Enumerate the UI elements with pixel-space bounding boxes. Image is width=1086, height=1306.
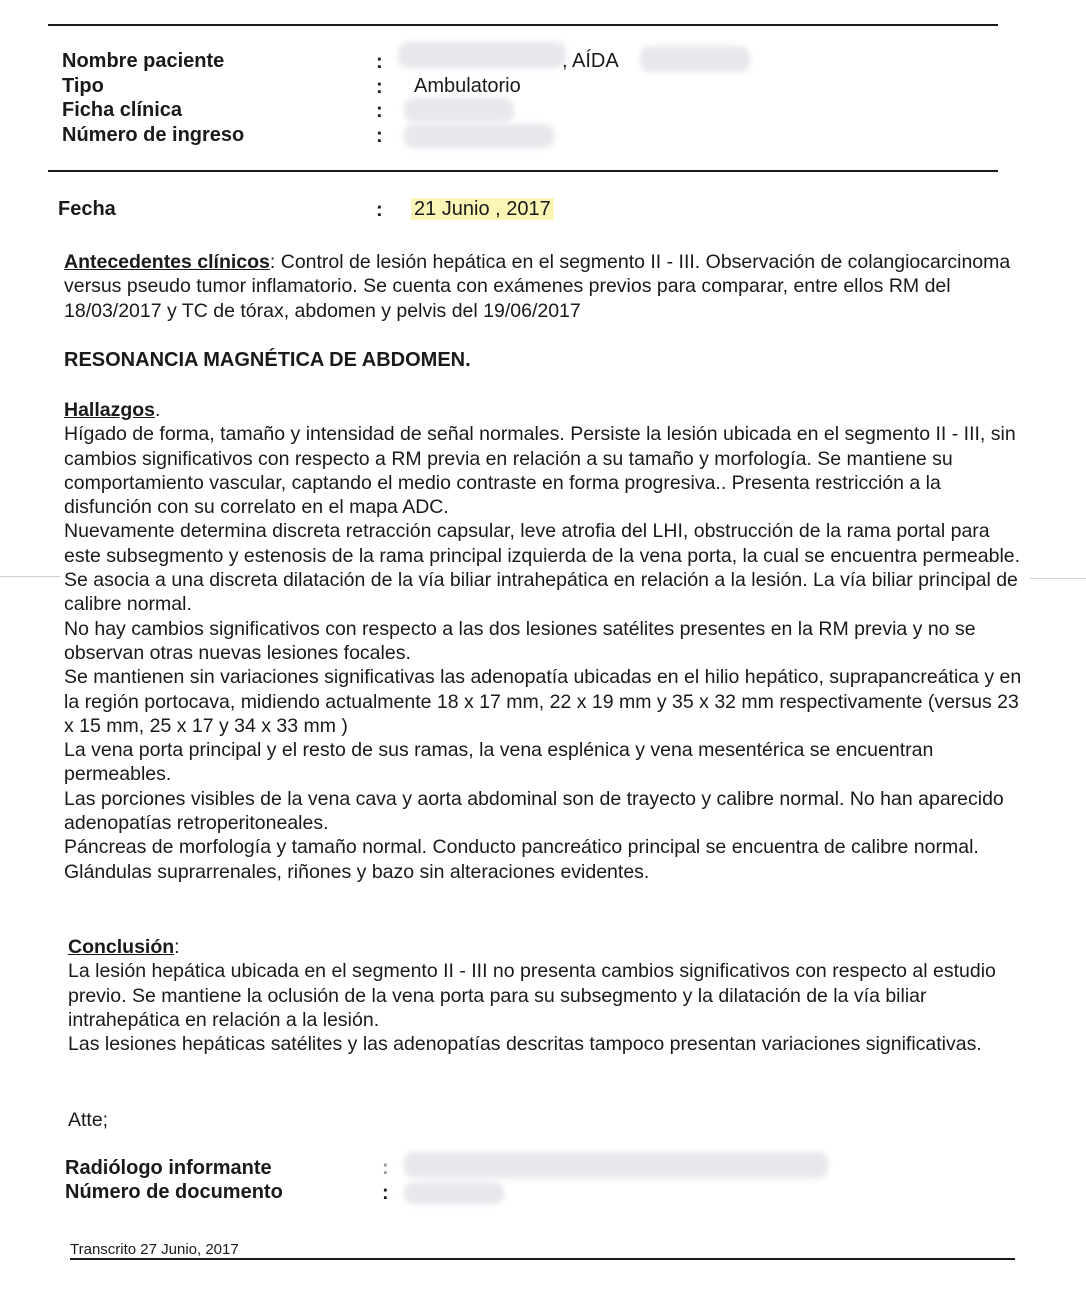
date-label: Fecha [58,198,116,220]
redacted-radiologist-name [404,1152,828,1178]
closing: Atte; [68,1109,109,1131]
document-number-colon: : [382,1182,389,1204]
patient-name-value: , AÍDA [562,50,619,72]
conclusion-label: Conclusión [68,936,175,958]
document-number-label: Número de documento [65,1181,283,1203]
exam-title: RESONANCIA MAGNÉTICA DE ABDOMEN. [64,349,471,371]
findings-paragraph: Páncreas de morfología y tamaño normal. Conducto pancreático principal se encuentra de calibre normal. [64,836,979,859]
clinical-record-label: Ficha clínica [62,99,183,121]
date-highlight: 21 Junio , 2017 [411,198,554,220]
radiologist-colon: : [382,1157,389,1179]
footer-rule [70,1258,1015,1260]
findings-paragraph: La vena porta principal y el resto de sus ramas, la vena esplénica y vena mesentérica se encuentran permeables. [64,739,934,786]
patient-name-colon: : [376,51,383,73]
conclusion-paragraph: La lesión hepática ubicada en el segmento II - III no presenta cambios significativos con respecto al estudio previo. Se mantiene la oclusión de la vena porta para su subsegmento y la dilatación de la vía biliar intrahepática en relación a la lesión. [68,960,996,1031]
type-value: Ambulatorio [414,75,521,97]
findings-paragraph: Las porciones visibles de la vena cava y aorta abdominal son de trayecto y calibre normal. No han aparecido adenopatías retroperitoneales. [64,787,1004,835]
transcribed-date: Transcrito 27 Junio, 2017 [70,1241,239,1258]
clinical-background-text: : Control de lesión hepática en el segmento II - III. Observación de colangiocarcinoma versus pseudo tumor inflamatorio. Se cuenta con exámenes previos para comparar, entre ellos RM del 18/03/2017 y TC de tórax, abdomen y pelvis del 19/06/2017 [64,251,1011,322]
clinical-background-label: Antecedentes clínicos [64,251,270,273]
date-colon: : [376,199,383,221]
scan-artifact-left [0,576,60,577]
type-colon: : [376,76,383,98]
findings-label: Hallazgos [64,399,156,421]
findings-section [64,398,1024,884]
scan-artifact-right [1030,578,1086,579]
conclusion-section [68,935,1008,1056]
admission-number-label: Número de ingreso [62,124,245,146]
top-rule [48,24,998,26]
type-label: Tipo [62,75,104,97]
findings-paragraph: Hígado de forma, tamaño y intensidad de señal normales. Persiste la lesión ubicada en el segmento II - III, sin cambios significativos con respecto a RM previa en relación a su tamaño y morfología. Se mantiene su comportamiento vascular, captando el medio contraste en forma progresiva.. Presenta restricción a la disfunción con su correlato en el mapa ADC. [64,423,1016,519]
findings-paragraph: No hay cambios significativos con respecto a las dos lesiones satélites presentes en la RM previa y no se observan otras nuevas lesiones focales. [64,617,976,664]
redacted-patient-name [398,42,566,68]
findings-paragraph: Se mantienen sin variaciones significativas las adenopatía ubicadas en el hilio hepático, suprapancreática y en la región portocava, midiendo actualmente 18 x 17 mm, 22 x 19 mm y 35 x 32 mm respectivamente (versus 23 x 15 mm, 25 x 17 y 34 x 33 mm ) [64,666,1022,737]
clinical-record-colon: : [376,100,383,122]
radiologist-label: Radiólogo informante [65,1157,272,1179]
conclusion-label-suffix: : [174,936,180,958]
date-value [414,197,554,221]
clinical-background [64,250,1024,323]
redacted-admission-number [404,124,554,148]
header-rule [48,170,998,172]
redacted-document-number [404,1182,504,1204]
findings-paragraph: Glándulas suprarrenales, riñones y bazo sin alteraciones evidentes. [64,860,650,883]
redacted-clinical-record [404,98,514,122]
findings-label-suffix: . [155,399,161,421]
findings-paragraph: Nuevamente determina discreta retracción capsular, leve atrofia del LHI, obstrucción de la rama portal para este subsegmento y estenosis de la rama principal izquierda de la vena porta, la cual se encuentra permeable. Se asocia a una discreta dilatación de la vía biliar intrahepática en relación a la lesión. La vía biliar principal de calibre normal. [64,520,1021,616]
redacted-patient-surname [640,46,750,72]
conclusion-paragraph: Las lesiones hepáticas satélites y las adenopatías descritas tampoco presentan variaciones significativas. [68,1033,982,1056]
admission-number-colon: : [376,125,383,147]
patient-name-label: Nombre paciente [62,50,225,72]
